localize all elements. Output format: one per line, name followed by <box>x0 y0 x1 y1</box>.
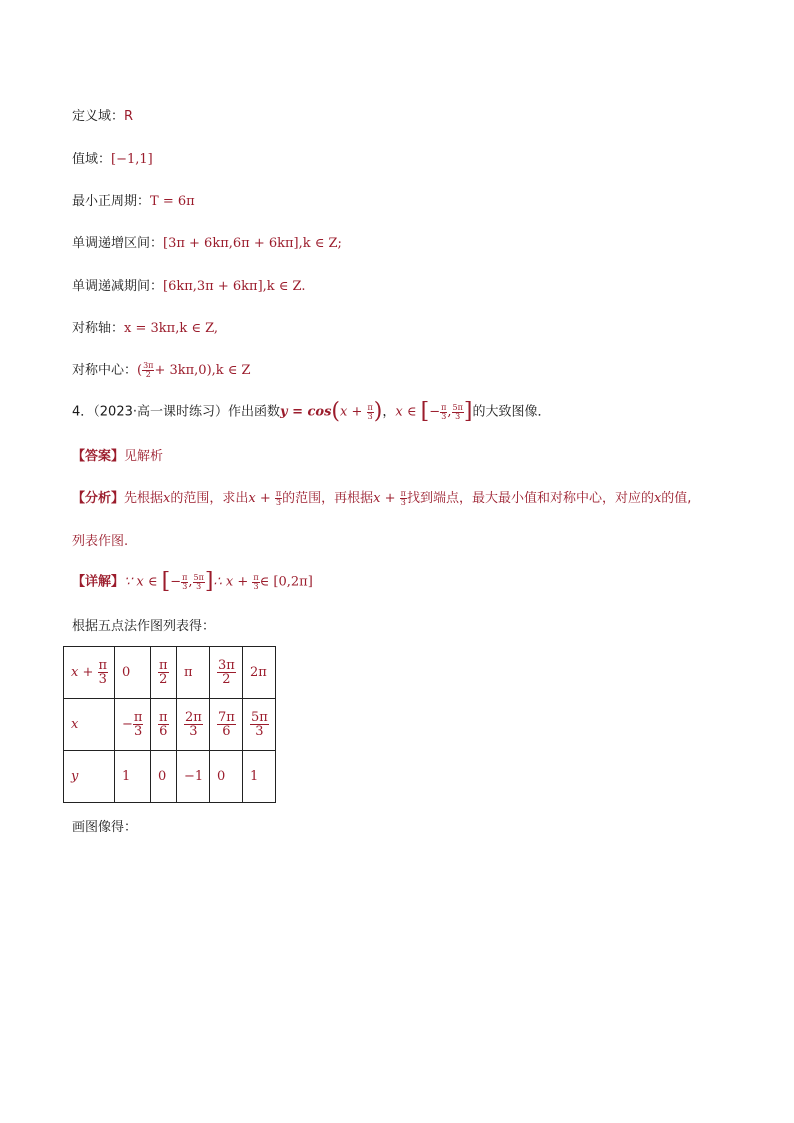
increasing-label: 单调递增区间： <box>72 236 164 251</box>
table-cell: $\frac{\pi}{2}$ <box>151 647 177 699</box>
table-cell: 1 <box>115 751 151 803</box>
table-cell: 0 <box>115 647 151 699</box>
center-label: 对称中心： <box>72 363 138 378</box>
function-prefix: y = cos <box>280 404 332 420</box>
table-cell: 0 <box>210 751 243 803</box>
table-cell: $\frac{\pi}{6}$ <box>151 699 177 751</box>
function-inner: x + <box>340 404 367 420</box>
analysis-line: 【分析】先根据x的范围，求出x + $\frac{\pi}{3}$ 的范围，再根据x + $\frac{\pi}{3}$ 找到端点，最大最小值和对称中心，对应的x的值, <box>72 489 692 507</box>
table-cell: 0 <box>151 751 177 803</box>
table-header-cell: x + $\frac{\pi}{3}$ <box>64 647 115 699</box>
axis-value: x = 3kπ,k ∈ Z, <box>124 321 219 336</box>
center-line: 对称中心：( $\frac{3\pi}{2}$ + 3kπ,0),k ∈ Z <box>72 361 251 379</box>
table-cell: $\frac{2\pi}{3}$ <box>177 699 210 751</box>
table-cell: $\frac{5\pi}{3}$ <box>243 699 276 751</box>
draw-label: 画图像得： <box>72 820 138 835</box>
table-cell: $\frac{3\pi}{2}$ <box>210 647 243 699</box>
domain-label: 定义域： <box>72 109 125 124</box>
range-value: [−1,1] <box>111 152 153 167</box>
interval-left-fraction: $\frac{\pi}{3}$ <box>441 402 447 421</box>
table-header-cell: x <box>64 699 115 751</box>
period-value: T = 6π <box>150 194 195 209</box>
table-row <box>64 647 276 699</box>
table-cell: π <box>177 647 210 699</box>
center-rest: + 3kπ,0),k ∈ Z <box>154 363 251 378</box>
answer-tag: 【答案】 <box>72 449 125 464</box>
detail-line: 【详解】∵ x ∈ [− $\frac{\pi}{3}$ , $\frac{5\pi}{3}$ ]∴ x + $\frac{\pi}{3}$ ∈ [0,2π] <box>72 569 313 594</box>
function-fraction: $\frac{\pi}{3}$ <box>367 402 373 421</box>
period-label: 最小正周期： <box>72 194 151 209</box>
question-text: 作出函数 <box>228 404 281 420</box>
question-number: 4． <box>72 404 94 420</box>
table-cell: 2π <box>243 647 276 699</box>
answer-text: 见解析 <box>124 449 164 464</box>
table-row <box>64 751 276 803</box>
table-cell: $\frac{7\pi}{6}$ <box>210 699 243 751</box>
table-intro: 根据五点法作图列表得： <box>72 619 216 634</box>
answer-line <box>72 447 163 467</box>
detail-tag: 【详解】 <box>72 574 125 590</box>
question-end: 的大致图像． <box>472 404 551 420</box>
axis-label: 对称轴： <box>72 321 125 336</box>
domain-value: R <box>124 109 134 124</box>
interval-right-fraction: $\frac{5\pi}{3}$ <box>452 402 463 421</box>
decreasing-value: [6kπ,3π + 6kπ],k ∈ Z. <box>163 279 306 294</box>
table-header-cell: y <box>64 751 115 803</box>
axis-line <box>72 319 218 339</box>
decreasing-line <box>72 277 305 297</box>
table-cell: 1 <box>243 751 276 803</box>
increasing-value: [3π + 6kπ,6π + 6kπ],k ∈ Z; <box>163 236 342 251</box>
table-cell: − $\frac{\pi}{3}$ <box>115 699 151 751</box>
question-source: （2023·高一课时练习） <box>93 404 228 420</box>
analysis-line-2: 列表作图. <box>72 534 129 549</box>
table-row <box>64 699 276 751</box>
question-line: 4．（2023·高一课时练习）作出函数y = cos(x + $\frac{\pi}{3}$ )，x ∈ [− $\frac{\pi}{3}$ , $\frac{5\pi}{3}$ ]的大致图像． <box>72 399 551 424</box>
increasing-line <box>72 234 342 254</box>
table-cell: −1 <box>177 751 210 803</box>
center-fraction: $\frac{3\pi}{2}$ <box>143 361 154 379</box>
period-line <box>72 192 195 212</box>
range-label: 值域： <box>72 152 112 167</box>
range-line <box>72 150 153 170</box>
five-point-table <box>63 646 276 803</box>
analysis-tag: 【分析】 <box>72 491 125 506</box>
domain-line <box>72 107 133 127</box>
decreasing-label: 单调递减期间： <box>72 279 164 294</box>
domain-var: x ∈ <box>395 404 421 420</box>
